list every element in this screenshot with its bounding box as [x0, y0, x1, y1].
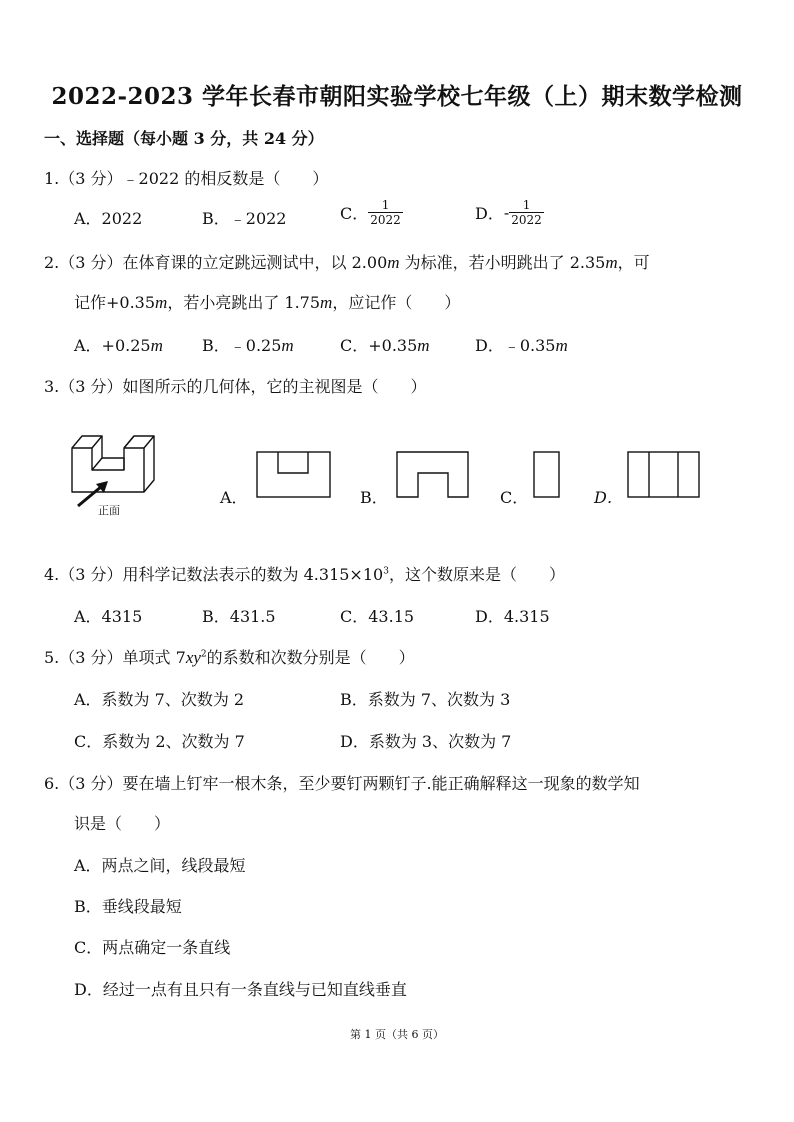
q4-option-a: A．4315	[74, 607, 143, 626]
q2-stem-line1: 2.（3 分）在体育课的立定跳远测试中，以 2.00m 为标准，若小明跳出了 2.35m，可	[44, 253, 650, 272]
q3-option-d-label: D．	[594, 488, 623, 507]
q4-option-d: D．4.315	[475, 607, 550, 626]
q3-stem: 3.（3 分）如图所示的几何体，它的主视图是（ ）	[44, 377, 427, 396]
q2-option-d: D．﹣0.35m	[475, 336, 568, 355]
page-footer: 第 1 页（共 6 页）	[350, 1028, 444, 1041]
q4-stem: 4.（3 分）用科学记数法表示的数为 $4.315\times 10^3$，这个数原来是（ ）	[44, 565, 565, 584]
q4-option-c: C．43.15	[340, 607, 415, 626]
q3-option-a-label: A．	[220, 488, 248, 507]
front-label: 正面	[98, 504, 120, 517]
q1-d-fraction: $\frac{1}{2022}$	[511, 198, 542, 227]
q1-stem: 1.（3 分）﹣2022 的相反数是（ ）	[44, 169, 329, 188]
q4-option-b: B．431.5	[202, 607, 276, 626]
q5-option-a: A．系数为 7、次数为 2	[74, 690, 245, 709]
q1-option-d: D．- $\frac{1}{2022}$	[475, 198, 542, 227]
q3-option-b-shape	[396, 451, 470, 499]
q6-option-b: B．垂线段最短	[74, 897, 182, 916]
q5-option-d: D．系数为 3、次数为 7	[340, 732, 512, 751]
q3-option-c-label: C．	[500, 488, 529, 507]
q6-option-a: A．两点之间，线段最短	[74, 856, 246, 875]
q1-option-a: A．2022	[74, 209, 143, 228]
q6-stem-line1: 6.（3 分）要在墙上钉牢一根木条，至少要钉两颗钉子.能正确解释这一现象的数学知	[44, 774, 640, 793]
q3-option-a-shape	[256, 451, 332, 499]
q2-option-c: C．+0.35m	[340, 336, 430, 355]
section-heading: 一、选择题（每小题 3 分，共 24 分）	[44, 129, 324, 148]
q5-option-c: C．系数为 2、次数为 7	[74, 732, 245, 751]
q1-option-b: B．﹣2022	[202, 209, 287, 228]
q2-option-a: A．+0.25m	[74, 336, 163, 355]
q1-c-fraction: $\frac{1}{2022}$	[370, 198, 401, 227]
q6-option-d: D．经过一点有且只有一条直线与已知直线垂直	[74, 980, 407, 999]
q2-stem-line2: 记作+0.35m，若小亮跳出了 1.75m，应记作（ ）	[74, 293, 461, 312]
q3-option-b-label: B．	[360, 488, 388, 507]
q3-option-c-shape	[533, 451, 561, 499]
q1-option-c: C． $\frac{1}{2022}$	[340, 198, 401, 227]
q6-option-c: C．两点确定一条直线	[74, 938, 231, 957]
q2-option-b: B．﹣0.25m	[202, 336, 294, 355]
q5-option-b: B．系数为 7、次数为 3	[340, 690, 511, 709]
q6-stem-line2: 识是（ ）	[74, 814, 171, 833]
q5-stem: 5.（3 分）单项式 $7xy^2$的系数和次数分别是（ ）	[44, 648, 415, 667]
page-title: 2022-2023 学年长春市朝阳实验学校七年级（上）期末数学检测	[51, 83, 743, 110]
q3-option-d-shape	[627, 451, 701, 499]
